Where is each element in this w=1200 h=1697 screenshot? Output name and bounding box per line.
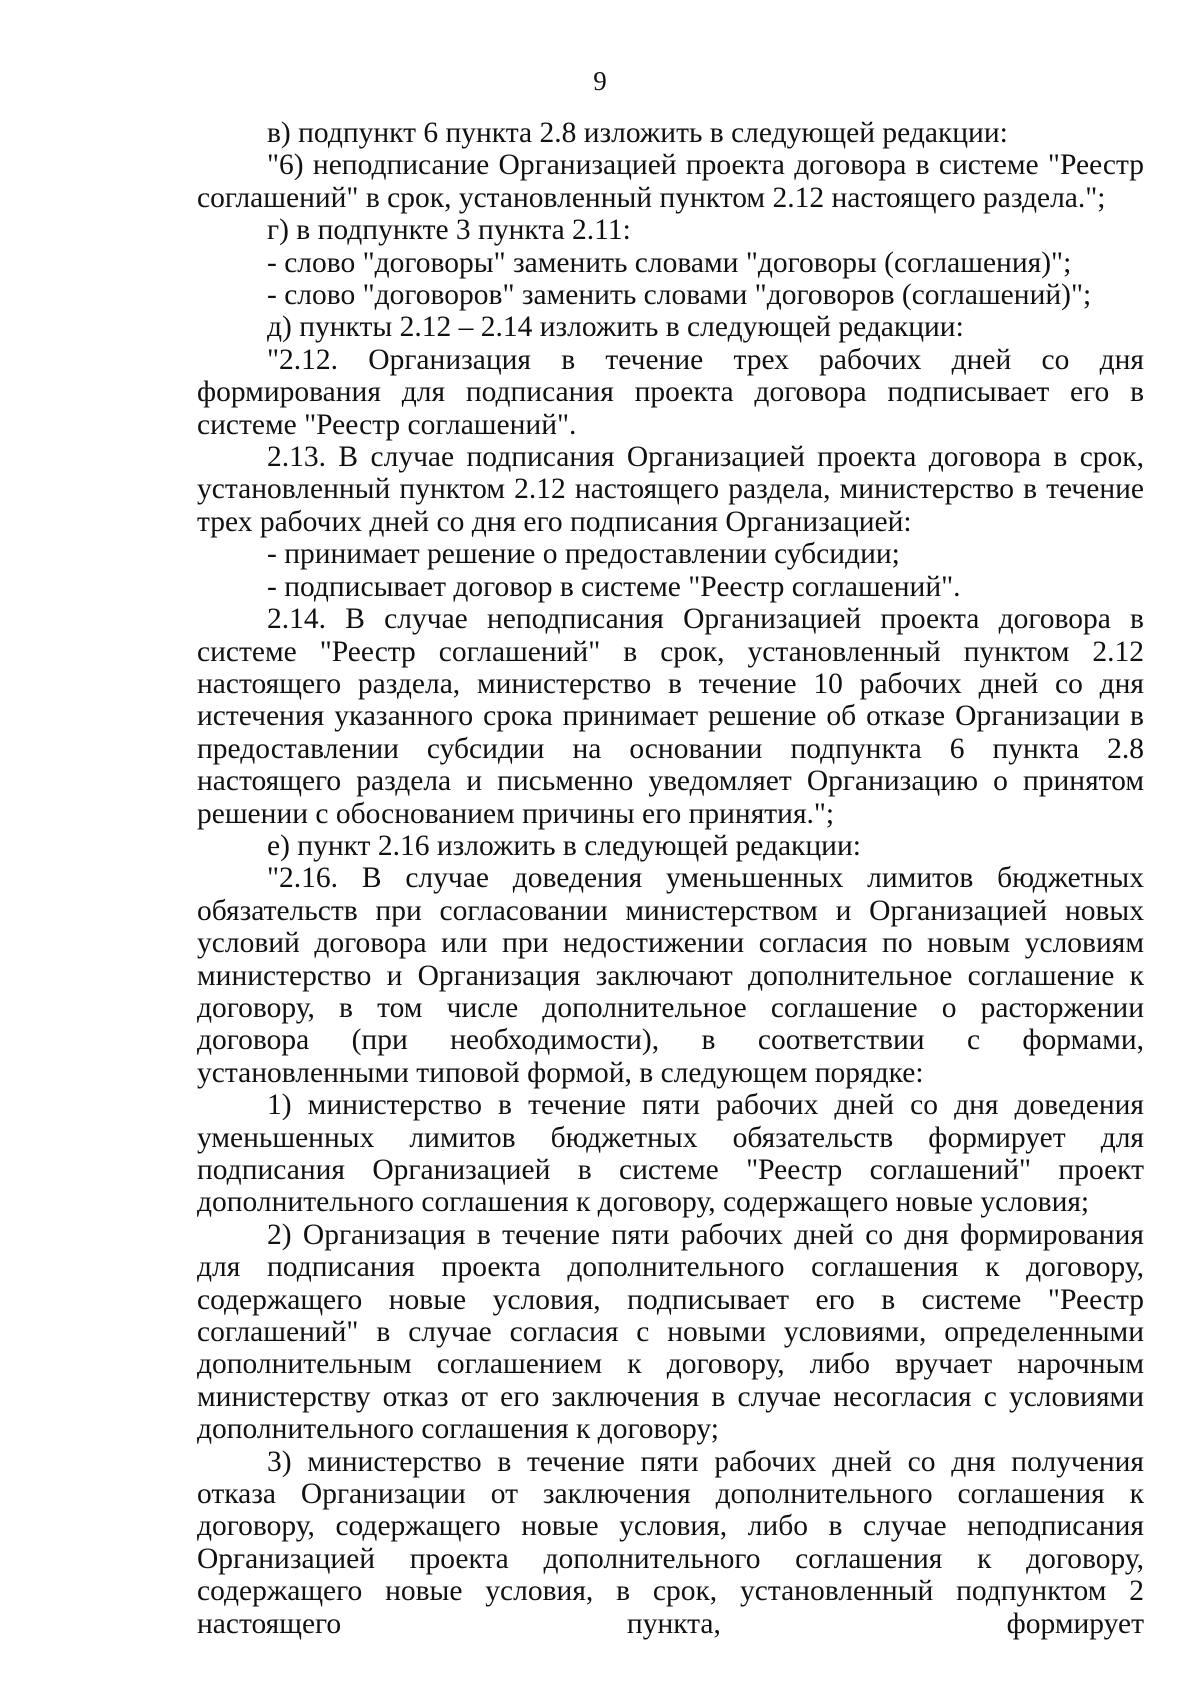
paragraph-step-1: 1) министерство в течение пяти рабочих дней со дня доведения уменьшенных лимитов бюджетных обязательств формирует для подписания Организацией в системе "Реестр соглашений" проект дополнительного соглашения к договору, содержащего новые условия; xyxy=(197,1089,1152,1219)
paragraph-step-3: 3) министерство в течение пяти рабочих дней со дня получения отказа Организации от заключения дополнительного соглашения к договору, содержащего новые условия, либо в случае неподписания Организацией проекта дополнительного соглашения к договору, содержащего новые условия, в срок, установленный подпунктом 2 настоящего пункта, формирует xyxy=(197,1445,1152,1640)
list-item-word-dogovorov: - слово "договоров" заменить словами "договоров (соглашений)"; xyxy=(267,279,1092,312)
document-body xyxy=(197,117,1152,1640)
paragraph-amendment-d: д) пункты 2.12 – 2.14 изложить в следующей редакции: xyxy=(267,311,964,344)
paragraph-amendment-e: е) пункт 2.16 изложить в следующей редакции: xyxy=(267,829,861,862)
paragraph-clause-2-16: "2.16. В случае доведения уменьшенных лимитов бюджетных обязательств при согласовании министерством и Организацией новых условий договора или при недостижении согласия по новым условиям министерство и Организация заключают дополнительное соглашение к договору, в том числе дополнительное соглашение о расторжении договора (при необходимости), в соответствии с формами, установленными типовой формой, в следующем порядке: xyxy=(197,862,1152,1089)
paragraph-clause-2-14: 2.14. В случае неподписания Организацией проекта договора в системе "Реестр соглашений" в срок, установленный пунктом 2.12 настоящего раздела, министерство в течение 10 рабочих дней со дня истечения указанного срока принимает решение об отказе Организации в предоставлении субсидии на основании подпункта 6 пункта 2.8 настоящего раздела и письменно уведомляет Организацию о принятом решении с обоснованием причины его принятия."; xyxy=(197,603,1152,830)
page-number: 9 xyxy=(593,66,607,96)
list-item-decision: - принимает решение о предоставлении субсидии; xyxy=(267,538,900,571)
list-item-word-dogovory: - слово "договоры" заменить словами "договоры (соглашения)"; xyxy=(267,246,1072,279)
list-item-signs-contract: - подписывает договор в системе "Реестр соглашений". xyxy=(267,570,961,603)
paragraph-amendment-v: в) подпункт 6 пункта 2.8 изложить в следующей редакции: xyxy=(267,117,1008,149)
paragraph-clause-2-13: 2.13. В случае подписания Организацией проекта договора в срок, установленный пунктом 2.12 настоящего раздела, министерство в течение трех рабочих дней со дня его подписания Организацией: xyxy=(197,441,1152,538)
paragraph-amendment-g: г) в подпункте 3 пункта 2.11: xyxy=(267,214,631,247)
paragraph-clause-2-12: "2.12. Организация в течение трех рабочих дней со дня формирования для подписания проекта договора подписывает его в системе "Реестр соглашений". xyxy=(197,343,1152,441)
paragraph-subitem-6: "6) неподписание Организацией проекта договора в системе "Реестр соглашений" в срок, установленный пунктом 2.12 настоящего раздела."; xyxy=(197,149,1152,214)
paragraph-step-2: 2) Организация в течение пяти рабочих дней со дня формирования для подписания проекта дополнительного соглашения к договору, содержащего новые условия, подписывает его в системе "Реестр соглашений" в случае согласия с новыми условиями, определенными дополнительным соглашением к договору, либо вручает нарочным министерству отказ от его заключения в случае несогласия с условиями дополнительного соглашения к договору; xyxy=(197,1218,1152,1446)
